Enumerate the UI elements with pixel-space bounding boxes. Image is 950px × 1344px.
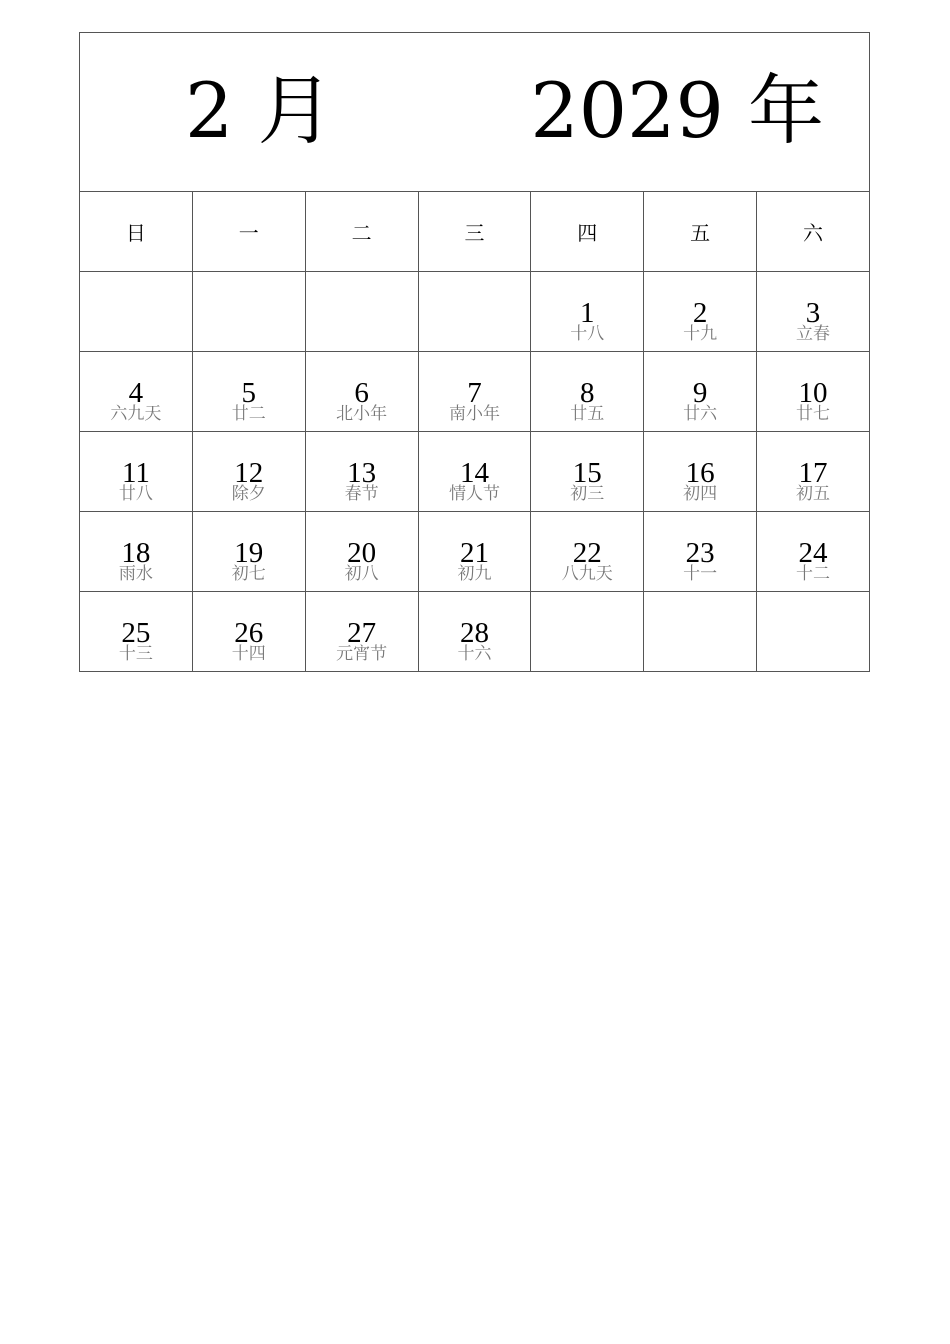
lunar-date: 除夕 [231, 484, 266, 504]
lunar-date: 元宵节 [336, 644, 388, 664]
lunar-date: 廿八 [118, 484, 153, 504]
day-number: 9 [692, 377, 708, 409]
calendar-grid [79, 32, 870, 672]
weekday-friday: 五 [644, 192, 757, 272]
day-cell [644, 432, 757, 512]
calendar-header [80, 33, 870, 192]
lunar-date: 立春 [796, 324, 831, 344]
weekday-thursday: 四 [531, 192, 644, 272]
empty-day-cell [644, 592, 757, 672]
day-cell [80, 592, 193, 672]
empty-day-cell [418, 272, 531, 352]
week-row [80, 592, 870, 672]
day-number: 27 [347, 617, 377, 649]
day-number: 8 [580, 377, 595, 409]
week-rows [80, 272, 870, 672]
weekday-wednesday: 三 [418, 192, 531, 272]
day-cell [644, 272, 757, 352]
day-cell [531, 272, 644, 352]
lunar-date: 十八 [570, 324, 605, 344]
day-cell [757, 432, 870, 512]
lunar-date: 初三 [570, 484, 605, 504]
lunar-date: 十二 [796, 564, 831, 584]
week-row [80, 352, 870, 432]
lunar-date: 十一 [683, 564, 718, 584]
lunar-date: 初九 [457, 564, 492, 584]
lunar-date: 初五 [796, 484, 831, 504]
day-cell [80, 432, 193, 512]
lunar-date: 十九 [683, 324, 718, 344]
lunar-date: 初七 [231, 564, 266, 584]
lunar-date: 廿二 [231, 404, 266, 424]
day-number: 7 [467, 377, 482, 409]
lunar-date: 廿六 [683, 404, 718, 424]
day-number: 12 [234, 457, 264, 489]
lunar-date: 八九天 [561, 564, 613, 584]
lunar-date: 雨水 [118, 564, 153, 584]
empty-day-cell [531, 592, 644, 672]
week-row [80, 272, 870, 352]
lunar-date: 十六 [457, 644, 492, 664]
day-number: 13 [347, 457, 377, 489]
lunar-date: 春节 [344, 484, 379, 504]
day-cell [80, 352, 193, 432]
day-number: 2 [692, 297, 708, 329]
day-number: 1 [580, 297, 595, 329]
lunar-date: 廿五 [570, 404, 605, 424]
weekday-header-row [80, 192, 870, 272]
day-number: 10 [798, 377, 828, 409]
day-number: 23 [685, 537, 715, 569]
lunar-date: 廿七 [796, 404, 831, 424]
lunar-date: 情人节 [448, 484, 500, 504]
day-number: 26 [234, 617, 264, 649]
day-number: 5 [241, 377, 257, 409]
day-cell [418, 512, 531, 592]
day-number: 20 [347, 537, 377, 569]
day-cell [531, 432, 644, 512]
day-cell [305, 512, 418, 592]
day-cell [757, 272, 870, 352]
weekday-monday: 一 [192, 192, 305, 272]
day-number: 15 [572, 457, 602, 489]
day-cell [418, 432, 531, 512]
calendar-header-row [80, 33, 870, 192]
day-cell [192, 352, 305, 432]
day-cell [531, 352, 644, 432]
day-cell [418, 352, 531, 432]
day-number: 24 [798, 537, 828, 569]
day-number: 16 [685, 457, 715, 489]
day-cell [644, 352, 757, 432]
day-number: 19 [234, 537, 264, 569]
lunar-date: 初四 [683, 484, 718, 504]
day-cell [757, 352, 870, 432]
empty-day-cell [192, 272, 305, 352]
day-number: 22 [572, 537, 602, 569]
empty-day-cell [80, 272, 193, 352]
day-number: 18 [121, 537, 151, 569]
lunar-date: 十三 [118, 644, 153, 664]
day-number: 25 [121, 617, 151, 649]
year-title: 2029 年 [530, 66, 824, 155]
day-cell [192, 592, 305, 672]
day-cell [757, 512, 870, 592]
day-number: 14 [459, 457, 489, 489]
day-cell [305, 432, 418, 512]
day-number: 3 [805, 297, 821, 329]
day-cell [418, 592, 531, 672]
week-row [80, 512, 870, 592]
day-number: 21 [459, 537, 489, 569]
week-row [80, 432, 870, 512]
weekday-sunday: 日 [80, 192, 193, 272]
empty-day-cell [757, 592, 870, 672]
empty-day-cell [305, 272, 418, 352]
weekday-tuesday: 二 [305, 192, 418, 272]
day-number: 11 [121, 457, 150, 489]
day-cell [644, 512, 757, 592]
lunar-date: 南小年 [448, 404, 500, 424]
day-number: 28 [459, 617, 489, 649]
lunar-date: 北小年 [336, 404, 388, 424]
day-number: 6 [354, 377, 369, 409]
month-title: 2 月 [185, 66, 334, 155]
day-cell [192, 512, 305, 592]
day-cell [305, 352, 418, 432]
day-number: 17 [798, 457, 828, 489]
day-cell [80, 512, 193, 592]
weekday-saturday: 六 [757, 192, 870, 272]
day-cell [531, 512, 644, 592]
lunar-date: 十四 [231, 644, 266, 664]
day-cell [192, 432, 305, 512]
day-cell [305, 592, 418, 672]
lunar-date: 初八 [344, 564, 379, 584]
day-number: 4 [128, 377, 144, 409]
lunar-date: 六九天 [110, 404, 162, 424]
